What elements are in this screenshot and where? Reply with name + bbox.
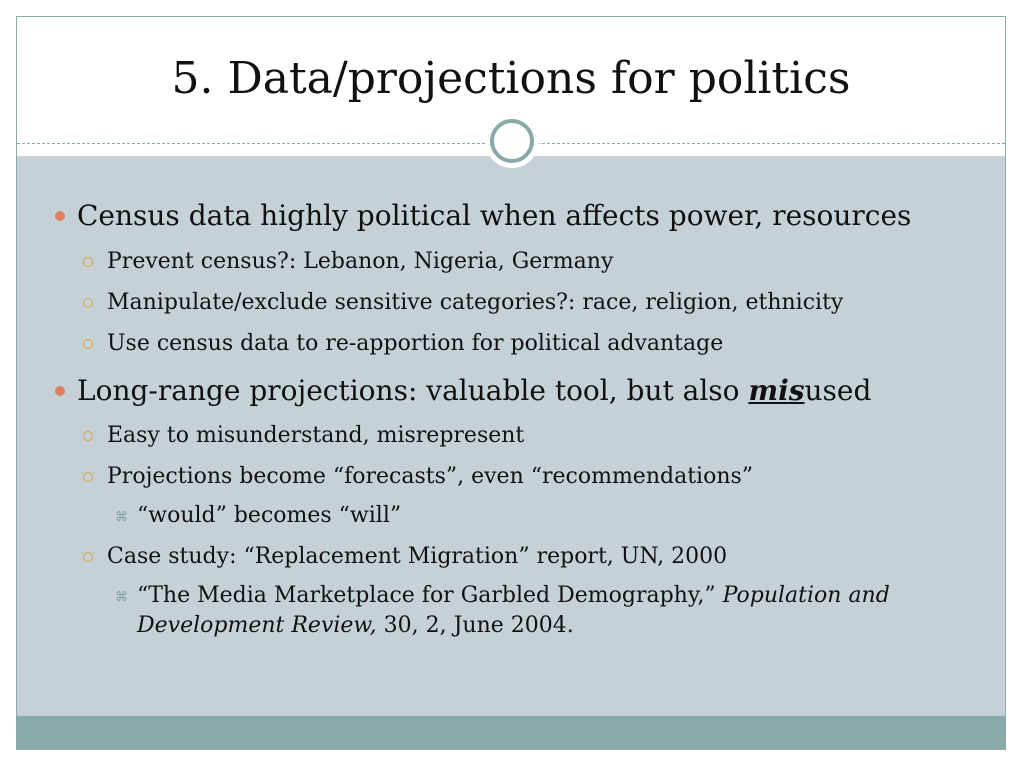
list-item <box>107 248 613 276</box>
bullet-text-prefix: Long-range projections: valuable tool, but also <box>77 374 749 407</box>
bullet-circle-icon <box>83 339 93 349</box>
list-item <box>107 289 843 317</box>
bullet-list <box>17 156 1005 716</box>
bullet-text: Manipulate/exclude sensitive categories?: race, religion, ethnicity <box>107 290 844 315</box>
bullet-text: Case study: “Replacement Migration” report, UN, 2000 <box>107 544 728 569</box>
slide-title: 5. Data/projections for politics <box>171 53 851 104</box>
bullet-dot-icon <box>55 386 65 396</box>
list-item <box>115 581 967 641</box>
list-item <box>115 501 967 531</box>
ornament-inner-ring <box>490 119 534 163</box>
bullet-emphasis: mis <box>748 374 805 407</box>
ornament-ring-icon <box>485 114 539 168</box>
bullet-text-suffix: used <box>804 374 872 407</box>
star-bullet-icon: ⌘ <box>115 590 128 605</box>
list-item <box>107 463 753 491</box>
bullet-text: Use census data to re-apportion for political advantage <box>107 331 724 356</box>
list-item <box>77 374 871 408</box>
bullet-dot-icon <box>55 211 65 221</box>
bullet-text: Easy to misunderstand, misrepresent <box>107 423 525 448</box>
footer-bar <box>17 716 1005 750</box>
bullet-text: Prevent census?: Lebanon, Nigeria, Germany <box>107 249 614 274</box>
bullet-circle-icon <box>83 257 93 267</box>
citation-prefix: “The Media Marketplace for Garbled Demography,” <box>137 583 723 608</box>
citation-suffix: 30, 2, June 2004. <box>376 613 574 638</box>
content-area <box>17 156 1005 716</box>
slide-frame <box>16 16 1006 750</box>
bullet-circle-icon <box>83 552 93 562</box>
list-item <box>107 422 524 450</box>
citation-journal: Population and Development Review, <box>137 583 890 638</box>
list-item <box>107 543 727 571</box>
bullet-text: Projections become “forecasts”, even “recommendations” <box>107 464 754 489</box>
bullet-circle-icon <box>83 298 93 308</box>
bullet-text: “would” becomes “will” <box>137 503 402 528</box>
star-bullet-icon: ⌘ <box>115 510 128 525</box>
list-item <box>77 199 911 233</box>
list-item <box>107 330 723 358</box>
bullet-text: Census data highly political when affects power, resources <box>77 199 912 232</box>
bullet-circle-icon <box>83 431 93 441</box>
bullet-circle-icon <box>83 472 93 482</box>
